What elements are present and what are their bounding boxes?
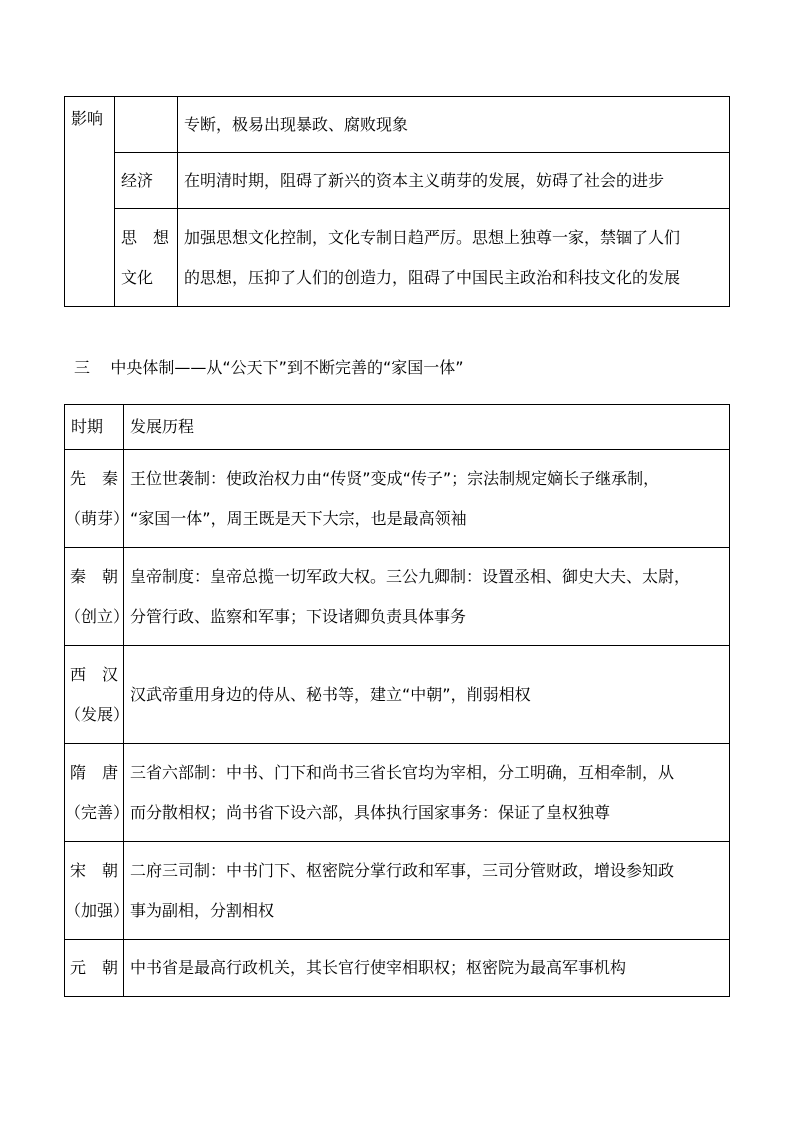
section-heading [74,356,464,380]
category-line: 思 想 [121,227,170,247]
text-line: 汉武帝重用身边的侍从、秘书等，建立“中朝”，削弱相权 [130,684,531,704]
process-cell [124,646,730,744]
table-row [65,209,730,307]
text-line: 三省六部制：中书、门下和尚书三省长官均为宰相，分工明确，互相牵制，从 [130,762,675,782]
table-row [65,646,730,744]
table-header-row [65,405,730,450]
category-cell: 经济 [115,153,178,209]
influence-table [64,96,730,307]
period-stage: （完善） [65,802,130,822]
text-line: “家国一体”，周王既是天下大宗，也是最高领袖 [130,508,467,528]
category-cell [115,209,178,307]
period-stage: （萌芽） [65,508,130,528]
process-cell [124,744,730,842]
period-stage: （创立） [65,606,130,626]
section-number: 三 [74,358,91,377]
header-process: 发展历程 [124,405,730,450]
process-cell [124,548,730,646]
table-row [65,744,730,842]
period-cell [65,548,130,646]
period-name: 隋 唐 [69,762,118,782]
text-line: 加强思想文化控制，文化专制日趋严厉。思想上独尊一家，禁锢了人们 [184,227,681,247]
table-row [65,842,730,940]
header-period: 时期 [65,405,124,450]
content-cell [178,153,730,209]
text-line: 王位世袭制：使政治权力由“传贤”变成“传子”；宗法制规定嫡长子继承制， [130,468,660,488]
central-system-table [64,404,730,997]
period-cell [65,646,130,744]
text-line: 二府三司制：中书门下、枢密院分掌行政和军事，三司分管财政，增设参知政 [130,860,675,880]
text-line: 事为副相，分割相权 [130,900,275,920]
text-line: 分管行政、监察和军事；下设诸卿负责具体事务 [130,606,467,626]
process-cell [124,450,730,548]
process-cell [124,940,730,997]
period-stage: （发展） [65,704,130,724]
process-cell [124,842,730,940]
text-line: 中书省是最高行政机关，其长官行使宰相职权；枢密院为最高军事机构 [130,958,627,977]
period-cell [65,842,130,940]
text-line: 皇帝制度：皇帝总揽一切军政大权。三公九卿制：设置丞相、御史大夫、太尉， [130,566,691,586]
content-cell [178,209,730,307]
text-line: 在明清时期，阻碍了新兴的资本主义萌芽的发展，妨碍了社会的进步 [184,170,665,190]
period-name: 宋 朝 [69,860,118,880]
content-cell [178,97,730,153]
table-row [65,97,730,153]
table-row [65,548,730,646]
period-name: 元 朝 [69,958,118,977]
text-line: 而分散相权；尚书省下设六部，具体执行国家事务：保证了皇权独尊 [130,802,611,822]
text-line: 的思想，压抑了人们的创造力，阻碍了中国民主政治和科技文化的发展 [184,267,681,287]
category-line: 文化 [121,267,154,287]
table-row [65,940,730,997]
period-stage: （加强） [65,900,130,920]
text-line: 专断，极易出现暴政、腐败现象 [184,114,409,134]
category-cell [115,97,178,153]
period-cell [65,450,130,548]
period-name: 先 秦 [69,468,118,488]
period-name: 秦 朝 [69,566,118,586]
section-title: 中央体制——从“公天下”到不断完善的“家国一体” [110,358,464,377]
period-cell [65,940,124,997]
table-row [65,153,730,209]
period-cell [65,744,130,842]
table-row [65,450,730,548]
period-name: 西 汉 [69,664,118,684]
row-header-influence: 影响 [65,97,115,307]
